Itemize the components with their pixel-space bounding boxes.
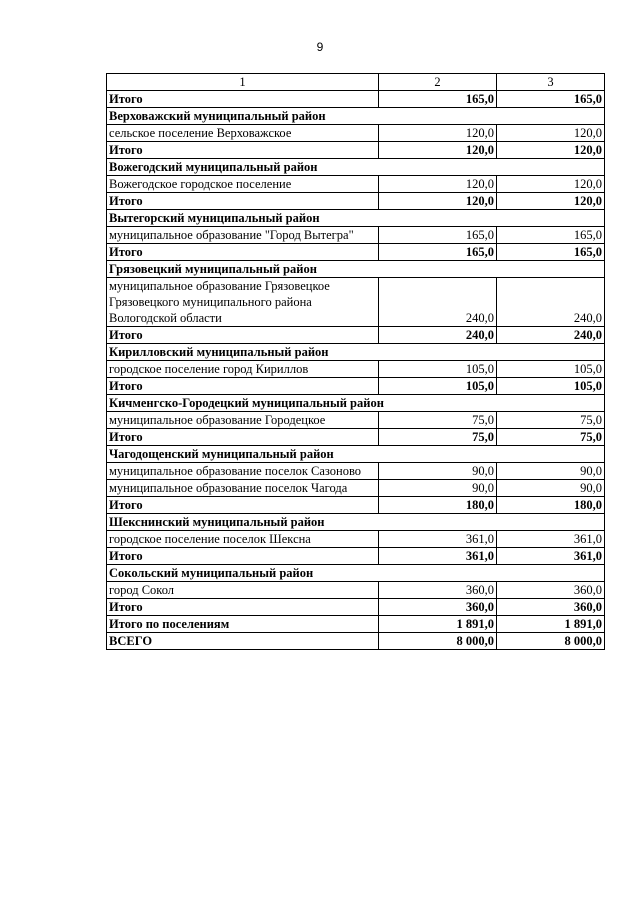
section-title: Кирилловский муниципальный район xyxy=(107,344,605,361)
page-number: 9 xyxy=(316,40,324,54)
settlement-name: муниципальное образование поселок Чагода xyxy=(107,480,379,497)
total-label: Итого xyxy=(107,327,379,344)
total-label: Итого xyxy=(107,599,379,616)
section-row xyxy=(107,565,605,582)
total-row xyxy=(107,327,605,344)
total-label: Итого xyxy=(107,142,379,159)
amount-col3: 8 000,0 xyxy=(497,633,605,650)
amount-col3: 120,0 xyxy=(497,142,605,159)
section-row xyxy=(107,446,605,463)
amount-col3: 361,0 xyxy=(497,531,605,548)
amount-col3: 105,0 xyxy=(497,361,605,378)
amount-col2: 75,0 xyxy=(379,412,497,429)
section-row xyxy=(107,108,605,125)
table-row xyxy=(107,278,605,327)
settlement-name: город Сокол xyxy=(107,582,379,599)
amount-col2: 120,0 xyxy=(379,125,497,142)
amount-col2: 360,0 xyxy=(379,599,497,616)
section-title: Грязовецкий муниципальный район xyxy=(107,261,605,278)
section-title: Сокольский муниципальный район xyxy=(107,565,605,582)
table-row xyxy=(107,582,605,599)
settlement-name: муниципальное образование "Город Вытегра" xyxy=(107,227,379,244)
amount-col3: 90,0 xyxy=(497,480,605,497)
table-row xyxy=(107,227,605,244)
settlement-name: муниципальное образование поселок Сазоново xyxy=(107,463,379,480)
section-row xyxy=(107,159,605,176)
total-row xyxy=(107,497,605,514)
amount-col2: 240,0 xyxy=(379,278,497,327)
amount-col3: 165,0 xyxy=(497,227,605,244)
section-row xyxy=(107,514,605,531)
total-row xyxy=(107,91,605,108)
total-label: Итого xyxy=(107,193,379,210)
section-row xyxy=(107,261,605,278)
column-header-1: 1 xyxy=(107,74,379,91)
total-row xyxy=(107,142,605,159)
settlement-name: городское поселение город Кириллов xyxy=(107,361,379,378)
amount-col3: 240,0 xyxy=(497,327,605,344)
total-label: Итого по поселениям xyxy=(107,616,379,633)
table-row xyxy=(107,125,605,142)
total-label: Итого xyxy=(107,497,379,514)
amount-col3: 120,0 xyxy=(497,193,605,210)
table-row xyxy=(107,463,605,480)
amount-col3: 360,0 xyxy=(497,582,605,599)
amount-col2: 165,0 xyxy=(379,244,497,261)
total-label: Итого xyxy=(107,91,379,108)
amount-col3: 165,0 xyxy=(497,91,605,108)
settlement-name: муниципальное образование Грязовецкое Грязовецкого муниципального района Вологодской области xyxy=(107,278,379,327)
table-row xyxy=(107,361,605,378)
total-label: Итого xyxy=(107,244,379,261)
amount-col2: 165,0 xyxy=(379,227,497,244)
amount-col2: 90,0 xyxy=(379,463,497,480)
section-title: Верховажский муниципальный район xyxy=(107,108,605,125)
total-label: Итого xyxy=(107,378,379,395)
amount-col3: 75,0 xyxy=(497,412,605,429)
total-label: Итого xyxy=(107,548,379,565)
amount-col2: 90,0 xyxy=(379,480,497,497)
section-title: Шекснинский муниципальный район xyxy=(107,514,605,531)
total-row xyxy=(107,633,605,650)
amount-col2: 360,0 xyxy=(379,582,497,599)
column-header-3: 3 xyxy=(497,74,605,91)
section-title: Чагодощенский муниципальный район xyxy=(107,446,605,463)
amount-col3: 165,0 xyxy=(497,244,605,261)
total-label: Итого xyxy=(107,429,379,446)
table-header-row xyxy=(107,74,605,91)
total-row xyxy=(107,548,605,565)
amount-col2: 8 000,0 xyxy=(379,633,497,650)
amount-col3: 361,0 xyxy=(497,548,605,565)
total-row xyxy=(107,193,605,210)
amount-col2: 105,0 xyxy=(379,378,497,395)
amount-col2: 240,0 xyxy=(379,327,497,344)
section-title: Вожегодский муниципальный район xyxy=(107,159,605,176)
amount-col2: 105,0 xyxy=(379,361,497,378)
amount-col3: 120,0 xyxy=(497,125,605,142)
amount-col2: 120,0 xyxy=(379,176,497,193)
column-header-2: 2 xyxy=(379,74,497,91)
total-row xyxy=(107,429,605,446)
section-row xyxy=(107,395,605,412)
amount-col3: 120,0 xyxy=(497,176,605,193)
table-row xyxy=(107,412,605,429)
amount-col2: 1 891,0 xyxy=(379,616,497,633)
section-title: Вытегорский муниципальный район xyxy=(107,210,605,227)
table-row xyxy=(107,531,605,548)
allocation-table xyxy=(106,73,605,650)
total-row xyxy=(107,378,605,395)
amount-col3: 75,0 xyxy=(497,429,605,446)
total-row xyxy=(107,599,605,616)
settlement-name: муниципальное образование Городецкое xyxy=(107,412,379,429)
total-label: ВСЕГО xyxy=(107,633,379,650)
amount-col3: 180,0 xyxy=(497,497,605,514)
table-row xyxy=(107,480,605,497)
amount-col2: 165,0 xyxy=(379,91,497,108)
amount-col2: 120,0 xyxy=(379,193,497,210)
amount-col3: 360,0 xyxy=(497,599,605,616)
total-row xyxy=(107,616,605,633)
table-row xyxy=(107,176,605,193)
amount-col2: 180,0 xyxy=(379,497,497,514)
section-row xyxy=(107,344,605,361)
amount-col3: 240,0 xyxy=(497,278,605,327)
amount-col3: 105,0 xyxy=(497,378,605,395)
settlement-name: Вожегодское городское поселение xyxy=(107,176,379,193)
amount-col3: 90,0 xyxy=(497,463,605,480)
settlement-name: сельское поселение Верховажское xyxy=(107,125,379,142)
section-title: Кичменгско-Городецкий муниципальный район xyxy=(107,395,605,412)
section-row xyxy=(107,210,605,227)
amount-col2: 361,0 xyxy=(379,548,497,565)
amount-col2: 361,0 xyxy=(379,531,497,548)
settlement-name: городское поселение поселок Шексна xyxy=(107,531,379,548)
total-row xyxy=(107,244,605,261)
amount-col2: 75,0 xyxy=(379,429,497,446)
amount-col3: 1 891,0 xyxy=(497,616,605,633)
amount-col2: 120,0 xyxy=(379,142,497,159)
